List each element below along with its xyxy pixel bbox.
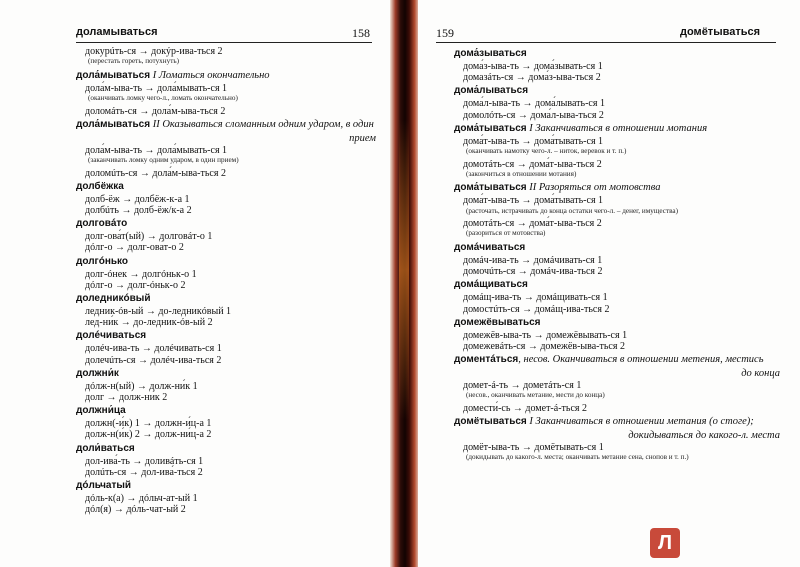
- headword-text: доледникóвый: [76, 293, 151, 305]
- entry-headword: [454, 47, 780, 61]
- left-page-number: 158: [352, 26, 370, 40]
- entry-headword: [454, 122, 780, 136]
- entry-headword: [76, 404, 376, 418]
- right-page: [418, 0, 800, 567]
- derivation-line: дол-ива́-ть → доливáть-ся 1: [85, 455, 204, 467]
- derivation-line: дома́т-ыва-ть → дома́тывать-ся 1: [463, 195, 604, 207]
- entry-headword: [454, 84, 780, 98]
- entry-headword: [454, 353, 780, 367]
- derivation-line: долечúть-ся → долéч-ива-ться 2: [85, 354, 222, 366]
- headword-gloss: II Оказываться сломанным одним ударом, в один: [150, 118, 374, 130]
- left-page: [0, 0, 392, 567]
- derivation-line: домести́-сь → домет-á-ться 2: [463, 403, 588, 415]
- derivation-line: долж-н(и́к) 2 → долж-ни́ц-а 2: [85, 429, 212, 441]
- derivation-line: домочúть-ся → домáч-ива-ться 2: [463, 266, 603, 278]
- headword-text: домáчиваться: [454, 242, 526, 253]
- derivation-line: домежёв-ыва-ть → домежёвывать-ся 1: [463, 329, 628, 341]
- entry-headword: [454, 181, 780, 195]
- derivation-comment: (перестать гореть, потухнуть): [88, 57, 180, 66]
- headword-text: долéчиваться: [76, 330, 147, 342]
- headword-gloss: II Разоряться от мотовства: [526, 182, 661, 194]
- derivation-line: долг-óнек → долгóньк-о 1: [85, 268, 197, 280]
- right-header-rule: [436, 42, 776, 43]
- entry-headword: [454, 415, 780, 429]
- derivation-line: доломúть-ся → дола́м-ыва-ться 2: [85, 167, 226, 179]
- headword-text: доментáться: [454, 354, 519, 366]
- left-running-head: доламываться: [76, 26, 158, 38]
- derivation-line: долéч-ива-ть → долéчивать-ся 1: [85, 343, 222, 355]
- derivation-line: домотáть-ся → дома́т-ыва-ться 2: [463, 158, 602, 170]
- derivation-line: домет-á-ть → дометáть-ся 1: [463, 380, 582, 392]
- left-header-rule: [76, 42, 372, 43]
- headword-text: долговáто: [76, 218, 128, 230]
- derivation-comment: (оканчивать намотку чего-л. – ниток, веревок и т. п.): [466, 147, 627, 156]
- headword-gloss: I Ломаться окончательно: [150, 69, 270, 81]
- entry-headword: [76, 118, 376, 132]
- headword-text: доли́ваться: [76, 442, 135, 454]
- derivation-comment: (расточать, истрачивать до конца остатки чего-л. – денег, имущества): [466, 206, 678, 215]
- right-page-number: 159: [436, 26, 454, 40]
- gloss-continuation: докидываться до какого-л. места: [628, 430, 780, 442]
- derivation-line: долб-ёж → долбёж-к-а 1: [85, 193, 190, 205]
- entry-headword: [76, 255, 376, 269]
- derivation-line: долбúть → долб-ёж/к-а 2: [85, 205, 192, 216]
- derivation-comment: (несов., оканчивать метание, мести до конца): [466, 391, 605, 400]
- derivation-line: дома́л-ыва-ть → дома́лывать-ся 1: [463, 98, 605, 110]
- derivation-line: доломáть-ся → дола́м-ыва-ться 2: [85, 105, 226, 117]
- derivation-line: домáч-ива-ть → домáчивать-ся 1: [463, 255, 603, 266]
- gloss-continuation: до конца: [741, 368, 780, 380]
- derivation-line: докурúть-ся → докýр-ива-ться 2: [85, 46, 223, 57]
- derivation-line: дома́з-ыва-ть → дома́зывать-ся 1: [463, 61, 603, 72]
- entry-headword: [76, 479, 376, 493]
- derivation-line: лед-ни́к → до-ледник-óв-ый 2: [85, 317, 213, 329]
- entry-headword: [76, 69, 376, 83]
- headword-text: дола́мываться: [76, 118, 151, 130]
- right-running-head: домётываться: [680, 26, 761, 38]
- derivation-line: домостúть-ся → домáщ-ива-ться 2: [463, 303, 610, 315]
- entry-headword: [454, 241, 780, 255]
- headword-text: дома́тываться: [454, 182, 527, 194]
- derivation-comment: (оканчивать ломку чего-л., ломать окончательно): [88, 94, 238, 102]
- derivation-comment: (заканчивать ломку одним ударом, в один прием): [88, 156, 239, 164]
- derivation-line: дóлг-о → долг-ова́т-о 2: [85, 242, 184, 254]
- derivation-comment: (разориться от мотовства): [466, 229, 546, 238]
- derivation-line: дóлж-н(ый) → долж-ни́к 1: [85, 380, 198, 392]
- derivation-line: домáщ-ива-ть → домáщивать-ся 1: [463, 292, 608, 304]
- headword-gloss: I Заканчиваться в отношении мотания: [526, 122, 708, 134]
- publisher-logo: Л: [650, 528, 680, 558]
- derivation-line: дома́т-ыва-ть → дома́тывать-ся 1: [463, 135, 604, 147]
- derivation-line: домежевáть-ся → домежёв-ыва-ться 2: [463, 341, 625, 353]
- headword-text: домáщиваться: [454, 279, 528, 291]
- headword-gloss: I Заканчиваться в отношении метания (о стоге);: [526, 416, 754, 428]
- derivation-line: дола́м-ыва-ть → дола́мывать-ся 1: [85, 144, 228, 156]
- derivation-line: домазáть-ся → дома́з-ыва-ться 2: [463, 72, 601, 84]
- headword-gloss: , несов. Оканчиваться в отношении метения, местись: [518, 354, 764, 366]
- derivation-line: дóлг-о → долг-óньк-о 2: [85, 279, 186, 291]
- derivation-line: дола́м-ыва-ть → дола́мывать-ся 1: [85, 82, 228, 94]
- entry-headword: [76, 217, 376, 231]
- left-column: [76, 46, 376, 515]
- derivation-line: долúть-ся → дол-ива́-ться 2: [85, 466, 203, 478]
- derivation-line: дóль-к(а) → дóльч-ат-ый 1: [85, 493, 198, 505]
- headword-text: дома́тываться: [454, 122, 527, 134]
- derivation-line: домёт-ыва-ть → домётывать-ся 1: [463, 442, 604, 454]
- headword-text: дома́зываться: [454, 48, 527, 59]
- headword-text: должни́ца: [76, 405, 126, 417]
- headword-text: долгóнько: [76, 255, 129, 267]
- derivation-comment: (докидывать до какого-л. места; оканчивать метание сена, снопов и т. п.): [466, 453, 689, 462]
- derivation-line: домотáть-ся → дома́т-ыва-ться 2: [463, 218, 602, 230]
- headword-text: домётываться: [454, 416, 527, 428]
- headword-text: домежёвываться: [454, 316, 541, 328]
- gloss-continuation: прием: [349, 132, 376, 144]
- headword-text: дола́мываться: [76, 69, 151, 81]
- entry-headword: [454, 316, 780, 330]
- derivation-line: долг-ова́т(ый) → долговáт-о 1: [85, 231, 213, 243]
- derivation-line: ледник-óв-ый → до-ледникóвый 1: [85, 306, 232, 318]
- entry-headword: [76, 367, 376, 381]
- headword-text: должни́к: [76, 367, 119, 379]
- entry-headword: [76, 442, 376, 456]
- derivation-line: долг → долж-ни́к 2: [85, 392, 168, 404]
- entry-headword: [76, 292, 376, 306]
- derivation-comment: (закончиться в отношении мотания): [466, 169, 577, 178]
- entry-headword: [76, 329, 376, 343]
- right-column: [454, 46, 780, 465]
- headword-text: долбёжка: [76, 180, 124, 192]
- entry-headword: [454, 278, 780, 292]
- derivation-line: домолóть-ся → дома́л-ыва-ться 2: [463, 109, 604, 121]
- headword-text: дома́лываться: [454, 85, 529, 97]
- derivation-line: должн(-и́к) 1 → должн-и́ц-а 1: [85, 418, 212, 430]
- spine-shadow: [399, 120, 409, 420]
- headword-text: дóльчатый: [76, 480, 132, 492]
- derivation-line: дóл(я) → дóль-чат-ый 2: [85, 504, 186, 516]
- entry-headword: [76, 180, 376, 194]
